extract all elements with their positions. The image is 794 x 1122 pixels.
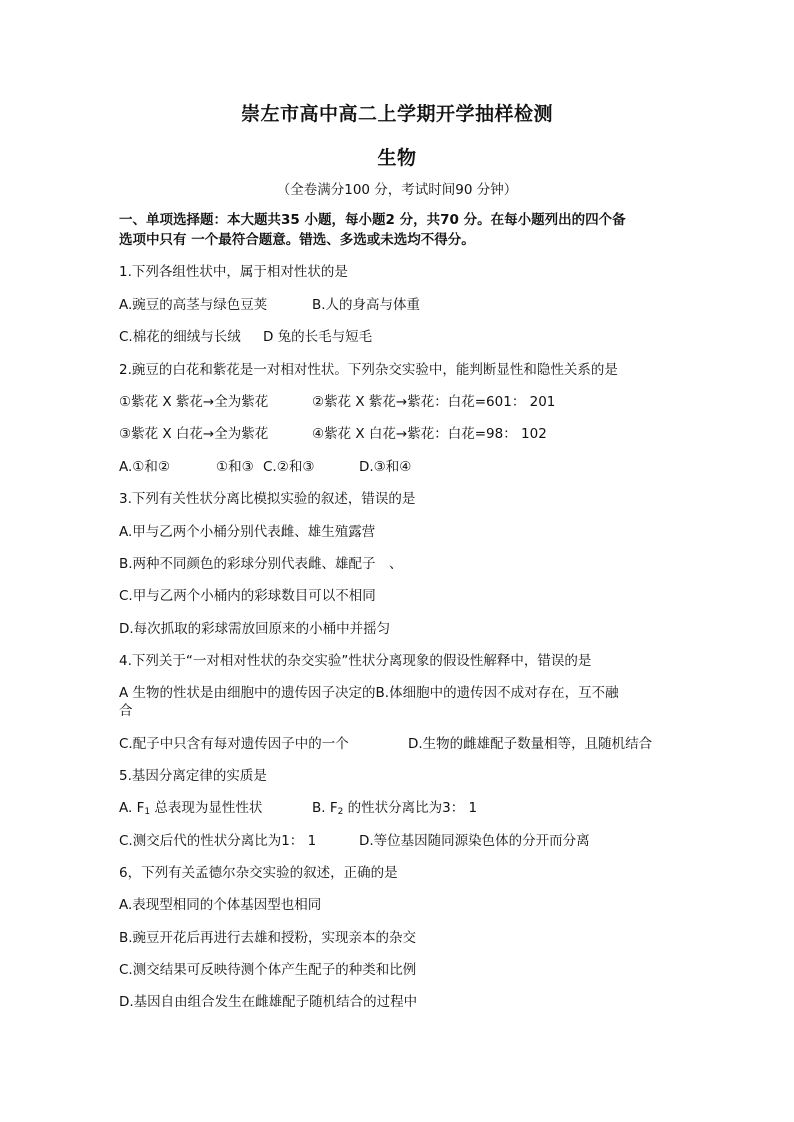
question-3-option-d: D.每次抓取的彩球需放回原来的小桶中并摇匀 xyxy=(119,621,391,637)
question-2-option-b: ①和③ xyxy=(216,459,254,475)
document-title: 崇左市高中高二上学期开学抽样检测 xyxy=(240,103,553,125)
question-2-experiment-1: ①紫花 X 紫花→全为紫花 xyxy=(119,394,269,410)
question-3-option-a: A.甲与乙两个小桶分别代表雌、雄生殖露营 xyxy=(119,524,376,540)
question-5-stem: 5.基因分离定律的实质是 xyxy=(119,768,267,784)
question-5-option-b-subscript: 2 xyxy=(337,807,344,817)
question-2-experiment-3: ③紫花 X 白花→全为紫花 xyxy=(119,426,269,442)
question-2-experiment-4: ④紫花 X 白花→紫花：白花=98： 102 xyxy=(312,426,547,442)
question-3-stem: 3.下列有关性状分离比模拟实验的叙述，错误的是 xyxy=(119,491,416,507)
question-5-option-a xyxy=(119,799,262,821)
question-6-option-d: D.基因自由组合发生在雌雄配子随机结合的过程中 xyxy=(119,994,418,1010)
question-5-option-a-prefix: A. F xyxy=(119,800,145,816)
question-4-options-ab-line2: 合 xyxy=(119,703,133,719)
question-1-option-b: B.人的身高与体重 xyxy=(312,297,421,313)
question-4-options-ab-line1: A 生物的性状是由细胞中的遗传因子决定的B.体细胞中的遗传因不成对存在，互不融 xyxy=(119,685,619,701)
question-1-option-a: A.豌豆的高茎与绿色豆荚 xyxy=(119,297,268,313)
question-5-option-b xyxy=(312,799,477,821)
question-2-option-d: D.③和④ xyxy=(359,459,412,475)
question-2-experiment-2: ②紫花 X 紫花→紫花：白花=601： 201 xyxy=(312,394,556,410)
question-5-option-b-text: 的性状分离比为3： 1 xyxy=(343,800,478,816)
question-2-option-c: C.②和③ xyxy=(263,459,315,475)
question-2-stem: 2.豌豆的白花和紫花是一对相对性状。下列杂交实验中，能判断显性和隐性关系的是 xyxy=(119,362,618,378)
question-1-option-c: C.棉花的细绒与长绒 xyxy=(119,329,241,345)
question-5-option-c: C.测交后代的性状分离比为1： 1 xyxy=(119,833,317,849)
exam-info: （全卷满分100 分，考试时间90 分钟） xyxy=(276,182,518,198)
question-6-option-c: C.测交结果可反映待测个体产生配子的种类和比例 xyxy=(119,962,417,978)
question-3-option-c: C.甲与乙两个小桶内的彩球数目可以不相同 xyxy=(119,588,376,604)
question-5-option-b-prefix: B. F xyxy=(312,800,338,816)
question-3-option-b: B.两种不同颜色的彩球分别代表雌、雄配子 、 xyxy=(119,556,403,572)
question-6-option-a: A.表现型相同的个体基因型也相同 xyxy=(119,897,322,913)
question-5-option-a-subscript: 1 xyxy=(144,807,151,817)
question-4-option-c: C.配子中只含有每对遗传因子中的一个 xyxy=(119,736,349,752)
section-instructions-line2: 选项中只有 一个最符合题意。错选、多选或未选均不得分。 xyxy=(119,232,475,248)
subject-title: 生物 xyxy=(377,147,417,169)
question-1-stem: 1.下列各组性状中，属于相对性状的是 xyxy=(119,264,348,280)
question-4-stem: 4.下列关于“一对相对性状的杂交实验”性状分离现象的假设性解释中，错误的是 xyxy=(119,653,592,669)
question-6-stem: 6，下列有关孟德尔杂交实验的叙述，正确的是 xyxy=(119,865,398,881)
question-4-option-d: D.生物的雌雄配子数量相等，且随机结合 xyxy=(408,736,653,752)
question-1-option-d: D 兔的长毛与短毛 xyxy=(263,329,373,345)
question-6-option-b: B.豌豆开花后再进行去雄和授粉，实现亲本的杂交 xyxy=(119,930,417,946)
question-5-option-d: D.等位基因随同源染色体的分开而分离 xyxy=(359,833,590,849)
question-5-option-a-text: 总表现为显性性状 xyxy=(150,800,263,816)
question-2-option-a: A.①和② xyxy=(119,459,170,475)
section-instructions-line1: 一、单项选择题：本大题共35 小题，每小题2 分，共70 分。在每小题列出的四个备 xyxy=(119,212,626,228)
